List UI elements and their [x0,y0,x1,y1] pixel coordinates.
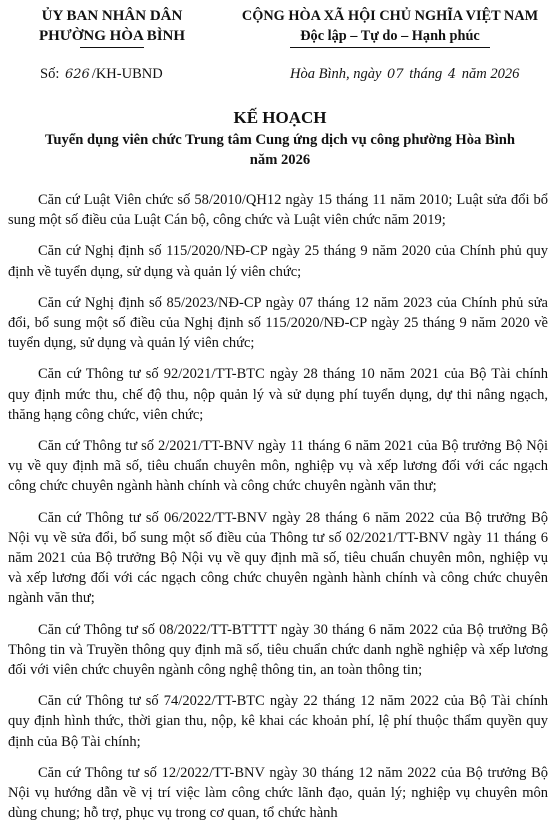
legal-basis-paragraph: Căn cứ Luật Viên chức số 58/2010/QH12 ngày 15 tháng 11 năm 2010; Luật sửa đổi bổ sung một số điều của Luật Cán bộ, công chức và Luật viên chức năm 2019; [8,192,548,229]
issuing-agency [8,6,216,48]
date-month-label: tháng [409,66,443,82]
number-prefix: Số: [40,66,60,82]
number-suffix: /KH-UBND [91,66,163,82]
document-title: KẾ HOẠCH [233,108,327,127]
legal-basis-paragraph: Căn cứ Thông tư số 12/2022/TT-BNV ngày 30 tháng 12 năm 2022 của Bộ trưởng Bộ Nội vụ hướng dẫn về vị trí việc làm công chức lãnh đạo, quản lý; nghiệp vụ chuyên môn dùng chung; hỗ trợ, phục vụ trong cơ quan, tổ chức hành [8,764,548,822]
handwritten-day: 07 [387,67,404,82]
legal-basis-paragraph: Căn cứ Thông tư số 92/2021/TT-BTC ngày 28 tháng 10 năm 2021 của Bộ Tài chính quy định mức thu, chế độ thu, nộp quản lý và sử dụng phí tuyển dụng, dự thi nâng ngạch, thăng hạng công chức, viên chức; [8,366,548,423]
legal-basis-paragraph: Căn cứ Nghị định số 115/2020/NĐ-CP ngày 25 tháng 9 năm 2020 của Chính phủ quy định về tuyển dụng, sử dụng và quản lý viên chức; [8,243,548,280]
agency-name-line1: ỦY BAN NHÂN DÂN [41,8,183,24]
document-body [8,190,548,834]
agency-underline [80,47,144,48]
issue-date [290,66,519,83]
legal-basis-paragraph: Căn cứ Nghị định số 85/2023/NĐ-CP ngày 07 tháng 12 năm 2023 của Chính phủ sửa đổi, bổ sung một số điều của Nghị định số 115/2020/NĐ-CP ngày 25 tháng 9 năm 2020 về tuyển dụng, sử dụng và quản lý viên chức; [8,294,548,352]
motto-underline [290,47,490,48]
handwritten-month: 4 [447,67,457,82]
document-number [40,66,163,83]
date-year: năm 2026 [461,66,520,82]
legal-basis-paragraph: Căn cứ Thông tư số 74/2022/TT-BTC ngày 22 tháng 12 năm 2022 của Bộ Tài chính quy định hình thức, thời gian thu, nộp, kê khai các khoản phí, lệ phí thuộc thẩm quyền quy định của Bộ Tài chính; [8,693,548,750]
date-place: Hòa Bình, ngày [290,66,382,82]
legal-basis-paragraph: Căn cứ Thông tư số 06/2022/TT-BNV ngày 28 tháng 6 năm 2022 của Bộ trưởng Bộ Nội vụ về sửa đổi, bổ sung một số điều của Thông tư số 02/2021/TT-BNV ngày 11 tháng 6 năm 2021 của Bộ trưởng Bộ Nội vụ về quy định mã số, tiêu chuẩn chuyên môn, nghiệp vụ và xếp lương đối với các ngạch công chức chuyên ngành hành chính và công chức chuyên ngành văn thư; [8,509,548,607]
reference-line [0,66,560,88]
legal-basis-paragraph: Căn cứ Thông tư số 08/2022/TT-BTTTT ngày 30 tháng 6 năm 2022 của Bộ trưởng Bộ Thông tin và Truyền thông quy định mã số, tiêu chuẩn chức danh nghề nghiệp và xếp lương đối với viên chức chuyên ngành công nghệ thông tin, an toàn thông tin; [8,621,548,679]
document-header [0,6,560,66]
agency-name-line2: PHƯỜNG HÒA BÌNH [38,28,186,44]
handwritten-number: 626 [64,67,90,82]
document-subtitle: Tuyển dụng viên chức Trung tâm Cung ứng dịch vụ công phường Hòa Bình năm 2026 [44,132,515,168]
national-heading [222,6,558,48]
nation-motto: Độc lập – Tự do – Hạnh phúc [300,28,480,44]
legal-basis-paragraph: Căn cứ Thông tư số 2/2021/TT-BNV ngày 11 tháng 6 năm 2021 của Bộ trưởng Bộ Nội vụ về quy định mã số, tiêu chuẩn chuyên môn, nghiệp vụ và xếp lương đối với các ngạch công chức chuyên ngành hành chính và công chức chuyên ngành văn thư; [8,438,548,495]
nation-name: CỘNG HÒA XÃ HỘI CHỦ NGHĨA VIỆT NAM [241,8,539,24]
